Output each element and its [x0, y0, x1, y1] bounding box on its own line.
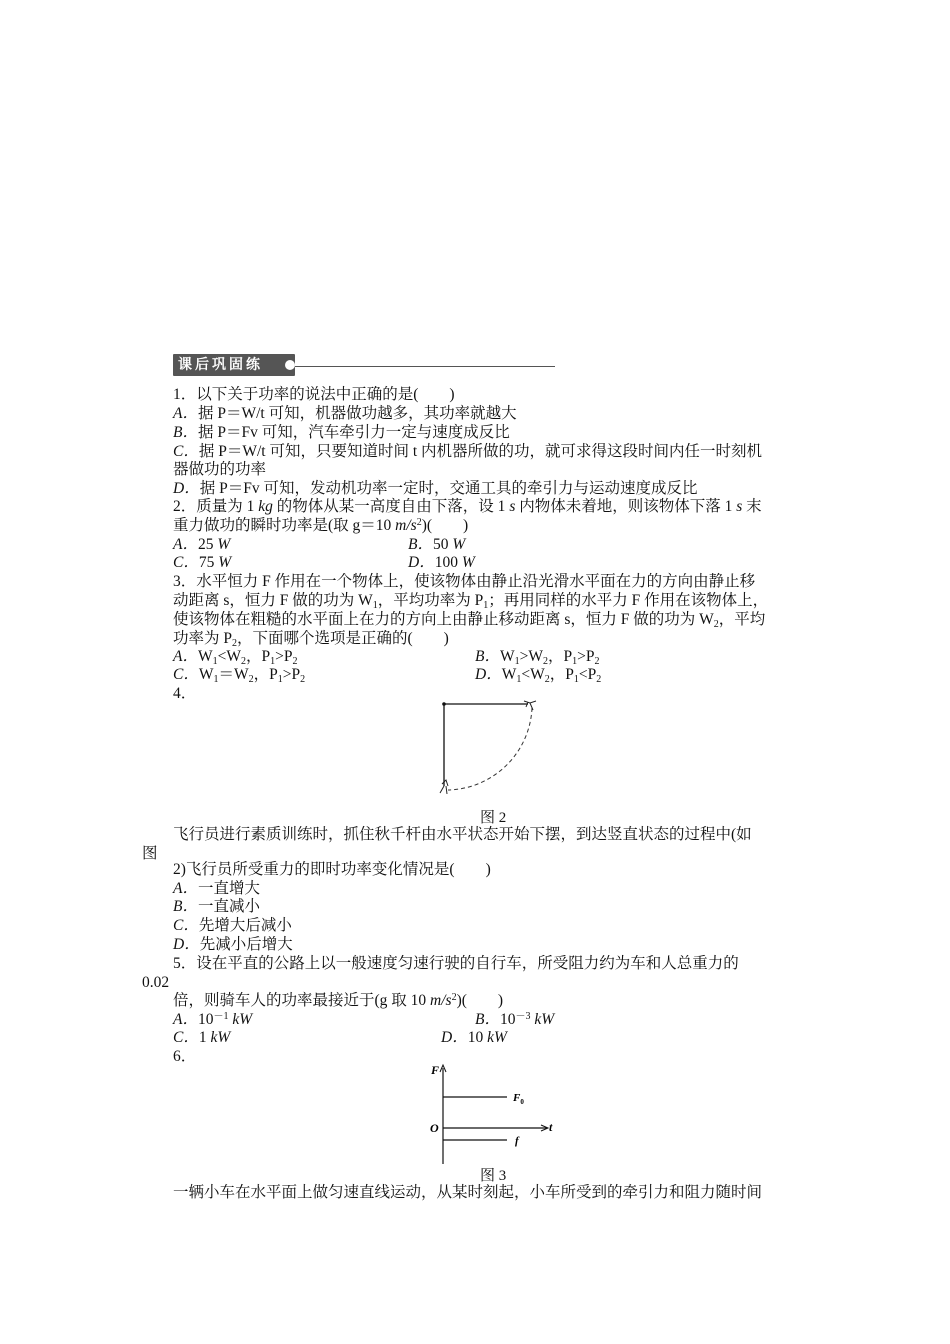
q1-option-a: A．据 P＝W/t 可知，机器做功越多，其功率就越大 [173, 405, 517, 422]
q1-option-b: B．据 P＝Fv 可知，汽车牵引力一定与速度成反比 [173, 424, 510, 441]
section-title: 课后巩固练 [173, 354, 295, 376]
q5-option-d: D．10 kW [441, 1029, 507, 1046]
origin-label: O [430, 1121, 439, 1135]
f-label: f [515, 1135, 519, 1147]
q4-stem-line2: 图 [142, 845, 158, 862]
q4-stem-line1: 飞行员进行素质训练时，抓住秋千杆由水平状态开始下摆，到达竖直状态的过程中(如 [173, 826, 752, 843]
x-axis-label: t [549, 1120, 553, 1134]
q2-option-a: A．25 W [173, 536, 231, 553]
q3-stem-line2: 动距离 s，恒力 F 做的功为 $W_1$，平均功率为 $P_1$；再用同样的水平力 F 作用在该物体上， [173, 592, 769, 611]
q5-stem-line1: 5．设在平直的公路上以一般速度匀速行驶的自行车，所受阻力约为车和人总重力的 [173, 955, 739, 972]
q3-option-c: C．$W_1=W_2$，$P_1>P_2$ [173, 666, 306, 685]
q5-stem-line3: 倍，则骑车人的功率最接近于(g 取 10 $m/s^2$)( ) [173, 992, 504, 1009]
q1-option-c: C．据 P＝W/t 可知，只要知道时间 t 内机器所做的功，就可求得这段时间内任一时刻机 [173, 443, 763, 460]
q1-option-d: D．据 P＝Fv 可知，发动机功率一定时，交通工具的牵引力与运动速度成反比 [173, 480, 698, 497]
q6-stem-line1: 一辆小车在水平面上做匀速直线运动，从某时刻起，小车所受到的牵引力和阻力随时间 [173, 1184, 763, 1201]
q4-option-a: A．一直增大 [173, 880, 260, 897]
banner-rule [295, 366, 555, 367]
figure-2-caption: 图 2 [480, 810, 507, 826]
y-axis-label: F [431, 1063, 440, 1077]
q5-option-c: C．1 kW [173, 1029, 231, 1046]
f0-label: $F_0$ [513, 1092, 524, 1106]
q3-option-b: B．$W_1>W_2$，$P_1>P_2$ [475, 648, 600, 667]
q2-option-b: B．50 W [408, 536, 466, 553]
swing-figure [436, 698, 546, 802]
q5-stem-line2: 0.02 [142, 974, 170, 991]
q1-option-c-cont: 器做功的功率 [173, 461, 267, 478]
pilot-figure-top [524, 701, 536, 710]
q3-option-a: A．$W_1<W_2$，$P_1>P_2$ [173, 648, 298, 667]
q4-option-c: C．先增大后减小 [173, 917, 292, 934]
q4-option-d: D．先减小后增大 [173, 936, 293, 953]
q3-option-d: D．$W_1<W_2$，$P_1<P_2$ [475, 666, 602, 685]
q2-stem-line2: 重力做功的瞬时功率是(取 g＝10 $m/s^2$)( ) [173, 517, 469, 534]
section-banner [173, 354, 555, 378]
q5-option-b: B．$10^{-3}$ kW [475, 1011, 555, 1028]
q2-option-d: D．100 W [408, 554, 475, 571]
q2-stem-line1: 2．质量为 1 kg 的物体从某一高度自由下落，设 1 s 内物体未着地，则该物体下落 1 s 末 [173, 498, 762, 515]
q6-number: 6． [173, 1048, 197, 1065]
force-time-graph [425, 1060, 560, 1166]
q4-number: 4． [173, 685, 197, 702]
q4-stem-line3: 2)飞行员所受重力的即时功率变化情况是( ) [173, 861, 491, 878]
q3-stem-line1: 3．水平恒力 F 作用在一个物体上，使该物体由静止沿光滑水平面在力的方向由静止移 [173, 573, 756, 590]
figure-3-caption: 图 3 [480, 1168, 507, 1184]
q4-option-b: B．一直减小 [173, 898, 260, 915]
q1-stem: 1．以下关于功率的说法中正确的是( ) [173, 386, 455, 403]
q3-stem-line3: 使该物体在粗糙的水平面上在力的方向上由静止移动距离 s，恒力 F 做的功为 $W_2$，平均 [173, 611, 766, 630]
q5-option-a: A．$10^{-1}$ kW [173, 1011, 253, 1028]
pilot-figure-bottom [440, 780, 448, 794]
banner-dot-icon [285, 360, 295, 370]
q3-stem-line4: 功率为 $P_2$，下面哪个选项是正确的( ) [173, 630, 449, 649]
swing-arc [448, 708, 532, 790]
q2-option-c: C．75 W [173, 554, 232, 571]
